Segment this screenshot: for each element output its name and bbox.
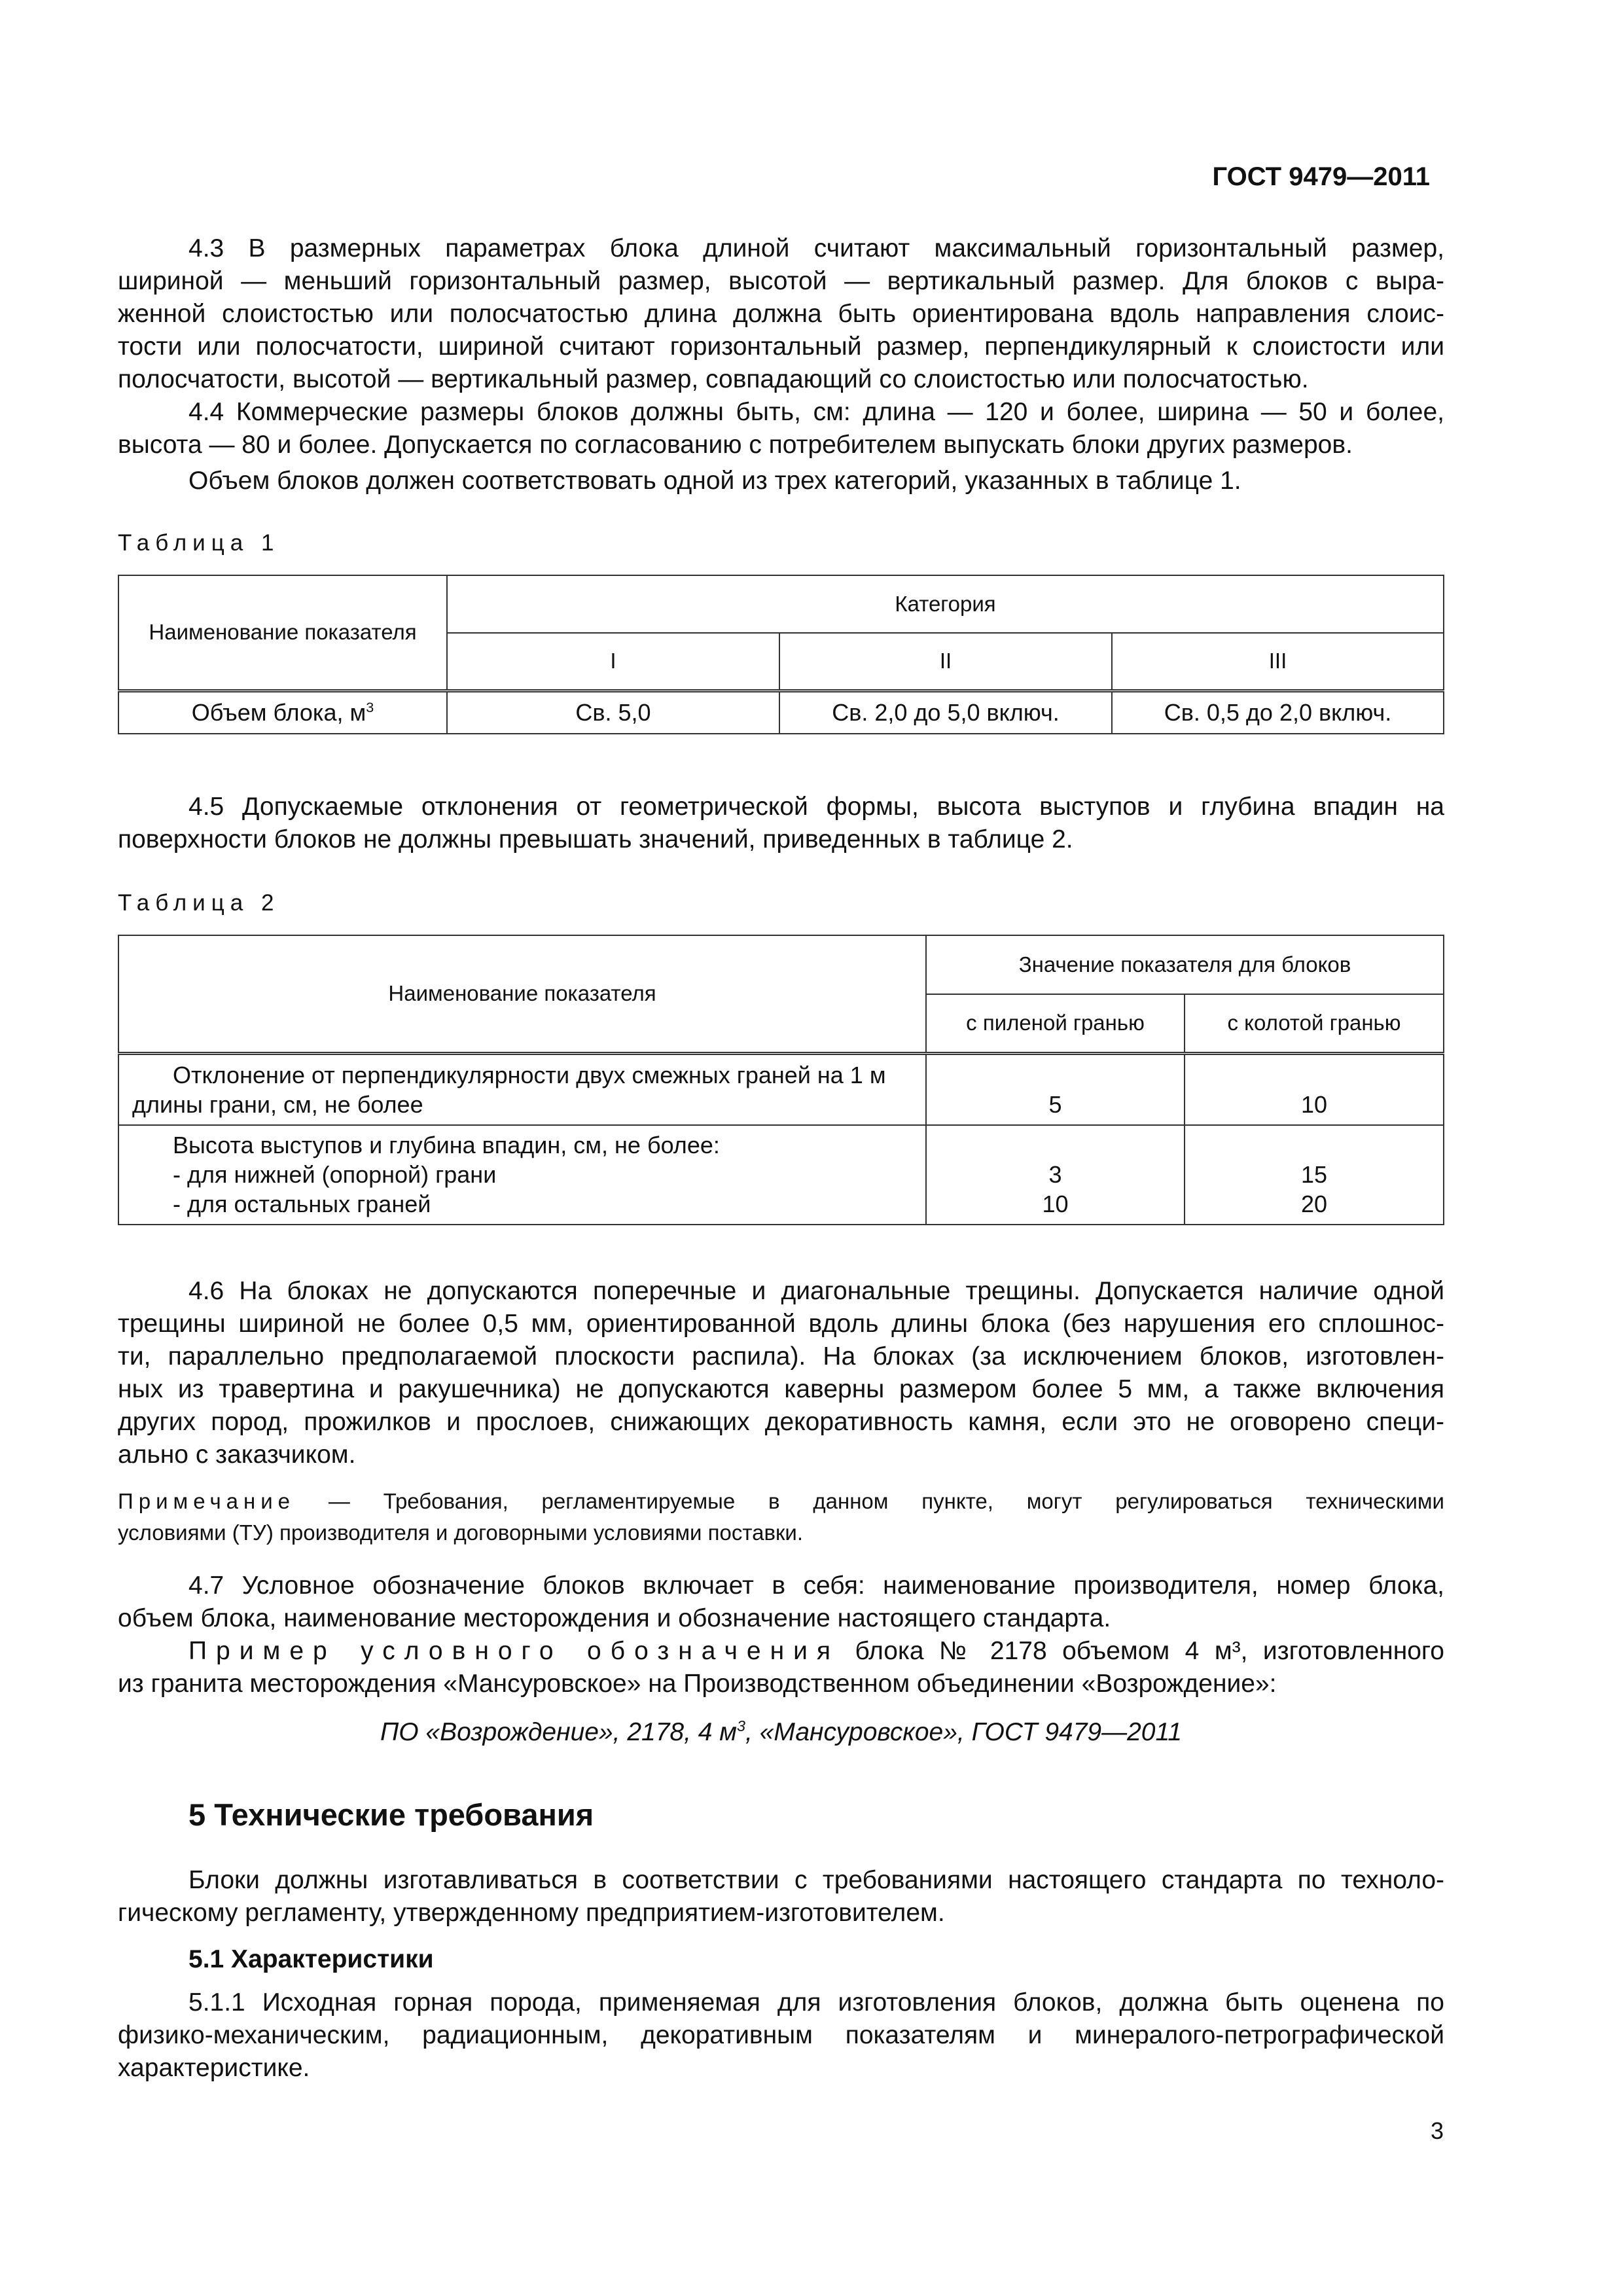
example-label: Пример условного обозначения: [188, 1637, 840, 1665]
row-label-text: Объем блока, м: [191, 698, 366, 726]
cell-value: 10: [1042, 1191, 1069, 1217]
text-line: трещины шириной не более 0,5 мм, ориентированной вдоль длины блока (без нарушения его сплошнос-: [118, 1310, 1444, 1338]
row-text: Высота выступов и глубина впадин, см, не более:: [173, 1132, 720, 1158]
table-1-header-category: Категория: [447, 575, 1444, 633]
table-2-sub-sawn: с пиленой гранью: [926, 994, 1185, 1053]
text-line: 5.1.1 Исходная горная порода, применяемая для изготовления блоков, должна быть оценена по: [188, 1988, 1444, 2017]
paragraph-4-5: [118, 791, 1444, 856]
table-2-row-1-sawn: 5: [926, 1053, 1185, 1125]
text-line: из гранита месторождения «Мансуровское» на Производственном объединении «Возрождение»:: [118, 1670, 1277, 1698]
designation-text: ПО «Возрождение», 2178, 4 м: [380, 1718, 738, 1746]
example-text: блока № 2178 объемом 4 м³, изготовленного: [840, 1637, 1444, 1665]
paragraph-4-3: [118, 232, 1444, 396]
text-line: высота — 80 и более. Допускается по согласованию с потребителем выпускать блоки других размеров.: [118, 431, 1353, 459]
table-2-row-2-sawn: [926, 1125, 1185, 1225]
table-1-value-1: Св. 5,0: [447, 691, 779, 734]
text-line: характеристике.: [118, 2054, 310, 2082]
text-line: ально с заказчиком.: [118, 1441, 356, 1469]
table-2-row-1-label: [118, 1053, 926, 1125]
cell-value: 20: [1300, 1191, 1328, 1217]
note-text: — Требования, регламентируемые в данном пункте, могут регулироваться техническими: [295, 1489, 1444, 1513]
table-2-row-1-split: 10: [1185, 1053, 1444, 1125]
text-line: 4.4 Коммерческие размеры блоков должны быть, см: длина — 120 и более, ширина — 50 и более,: [188, 398, 1444, 426]
subsection-5-1-title: 5.1 Характеристики: [188, 1945, 434, 1973]
table-2: [118, 935, 1444, 1225]
note-line: [118, 1486, 1444, 1517]
note-label: Примечание: [118, 1489, 296, 1513]
superscript: 3: [737, 1717, 746, 1734]
paragraph-5-1-1: [118, 1986, 1444, 2085]
designation-text: , «Мансуровское», ГОСТ 9479—2011: [745, 1718, 1182, 1746]
table-2-header-name: Наименование показателя: [118, 935, 926, 1053]
text-line: объем блока, наименование месторождения и обозначение настоящего стандарта.: [118, 1604, 1111, 1632]
text-line: 4.5 Допускаемые отклонения от геометрической формы, высота выступов и глубина впадин на: [188, 793, 1444, 821]
table-1-cat-3: III: [1112, 633, 1444, 691]
text-line: 4.6 На блоках не допускаются поперечные и диагональные трещины. Допускается наличие одной: [188, 1277, 1444, 1305]
text-line: полосчатости, высотой — вертикальный размер, совпадающий со слоистостью или полосчатостью.: [118, 365, 1309, 393]
text-line: шириной — меньший горизонтальный размер, высотой — вертикальный размер. Для блоков с выра-: [118, 267, 1444, 295]
text-line: ти, параллельно предполагаемой плоскости распила). На блоках (за исключением блоков, изготовлен-: [118, 1342, 1444, 1371]
table-1-header-name: Наименование показателя: [118, 575, 447, 691]
table-1-cat-1: I: [447, 633, 779, 691]
text-line: ных из травертина и ракушечника) не допускаются каверны размером более 5 мм, а также включения: [118, 1375, 1444, 1403]
table-2-sub-split: с колотой гранью: [1185, 994, 1444, 1053]
cell-value: 15: [1300, 1161, 1328, 1188]
note-line: условиями (ТУ) производителя и договорными условиями поставки.: [118, 1520, 804, 1545]
section-5-intro: [118, 1864, 1444, 1929]
text-line: поверхности блоков не должны превышать значений, приведенных в таблице 2.: [118, 825, 1073, 853]
superscript: 3: [366, 698, 374, 715]
document-header: ГОСТ 9479—2011: [1212, 162, 1430, 191]
note: [118, 1486, 1444, 1549]
paragraph-4-7: [118, 1570, 1444, 1700]
text-line: гическому регламенту, утвержденному предприятием-изготовителем.: [118, 1899, 945, 1927]
row-text: - для нижней (опорной) грани: [173, 1161, 497, 1188]
cell-value: 3: [1048, 1161, 1062, 1188]
table-2-header-value: Значение показателя для блоков: [926, 935, 1444, 994]
row-text: длины грани, см, не более: [132, 1091, 423, 1118]
table-1-value-2: Св. 2,0 до 5,0 включ.: [779, 691, 1112, 734]
table-2-row-2-label: [118, 1125, 926, 1225]
table-1-value-3: Св. 0,5 до 2,0 включ.: [1112, 691, 1444, 734]
text-line: тости или полосчатости, шириной считают горизонтальный размер, перпендикулярный к слоистости или: [118, 332, 1444, 361]
text-line: женной слоистостью или полосчатостью длина должна быть ориентирована вдоль направления слоис-: [118, 300, 1444, 328]
example-line: [118, 1635, 1444, 1668]
section-5-title: 5 Технические требования: [188, 1797, 594, 1832]
text-line: других пород, прожилков и прослоев, снижающих декоративность камня, если это не оговорено специ-: [118, 1408, 1444, 1436]
page-number: 3: [1430, 2117, 1444, 2144]
table-1: [118, 575, 1444, 734]
table-1-row-label: [118, 691, 447, 734]
table-2-caption: Таблица 2: [118, 890, 280, 916]
row-text: - для остальных граней: [173, 1191, 431, 1217]
text-line: физико-механическим, радиационным, декоративным показателям и минералого-петрографической: [118, 2021, 1444, 2049]
text-line: 4.7 Условное обозначение блоков включает в себя: наименование производителя, номер блока,: [188, 1571, 1444, 1600]
table-2-row-2-split: [1185, 1125, 1444, 1225]
row-text: Отклонение от перпендикулярности двух смежных граней на 1 м: [173, 1062, 886, 1088]
table-1-caption: Таблица 1: [118, 530, 280, 556]
table-1-cat-2: II: [779, 633, 1112, 691]
designation-example: [118, 1718, 1444, 1747]
paragraph-4-6: [118, 1275, 1444, 1471]
text-line: Объем блоков должен соответствовать одной из трех категорий, указанных в таблице 1.: [188, 467, 1241, 495]
text-line: Блоки должны изготавливаться в соответствии с требованиями настоящего стандарта по техноло-: [188, 1866, 1444, 1894]
paragraph-4-4: [118, 396, 1444, 497]
text-line: 4.3 В размерных параметрах блока длиной считают максимальный горизонтальный размер,: [188, 234, 1444, 262]
